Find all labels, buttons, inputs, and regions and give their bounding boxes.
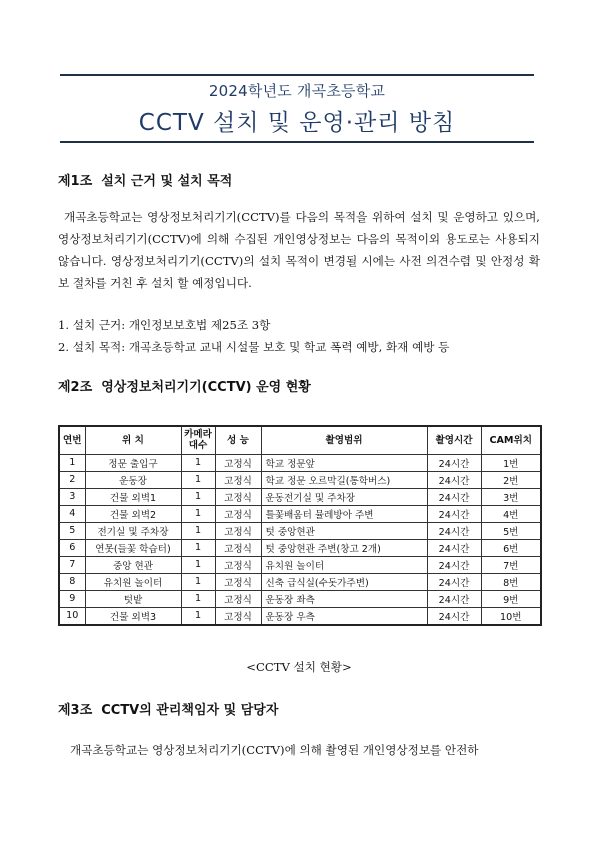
table-cell: 7번 [481,556,541,573]
column-header: 촬영범위 [261,426,427,454]
table-cell: 5 [59,522,85,539]
table-cell: 고정식 [215,607,261,625]
cctv-status-table [58,425,542,626]
table-cell: 1 [181,590,215,607]
table-row [59,573,541,590]
column-header: 위 치 [85,426,181,454]
table-cell: 10번 [481,607,541,625]
table-cell: 2 [59,471,85,488]
table-cell: 틀꽃배움터 뮬레방아 주변 [261,505,427,522]
table-cell: 7 [59,556,85,573]
table-cell: 9 [59,590,85,607]
table-cell: 1 [181,505,215,522]
table-cell: 1 [181,454,215,471]
table-row [59,522,541,539]
table-cell: 고정식 [215,505,261,522]
table-header-row [59,426,541,454]
table-row [59,539,541,556]
column-header: 성 능 [215,426,261,454]
table-cell: 중앙 현관 [85,556,181,573]
table-row [59,505,541,522]
table-cell: 고정식 [215,590,261,607]
table-cell: 8번 [481,573,541,590]
column-header: 연번 [59,426,85,454]
table-cell: 24시간 [427,556,481,573]
table-cell: 24시간 [427,590,481,607]
table-row [59,590,541,607]
article1-list [58,314,540,358]
table-cell: 신축 급식실(수돗가주변) [261,573,427,590]
table-body [59,454,541,625]
table-cell: 고정식 [215,539,261,556]
table-cell: 연못(들꽃 학습터) [85,539,181,556]
table-cell: 24시간 [427,573,481,590]
table-cell: 운동장 [85,471,181,488]
column-header: CAM위치 [481,426,541,454]
table-row [59,488,541,505]
table-cell: 24시간 [427,607,481,625]
table-cell: 전기실 및 주차장 [85,522,181,539]
bottom-rule [60,141,534,143]
table-cell: 4 [59,505,85,522]
table-cell: 고정식 [215,488,261,505]
table-cell: 텃 중앙현관 주변(창고 2개) [261,539,427,556]
table-cell: 2번 [481,471,541,488]
table-cell: 1 [181,522,215,539]
top-rule [60,74,534,76]
table-row [59,471,541,488]
table-cell: 9번 [481,590,541,607]
table-cell: 운동전기실 및 주차장 [261,488,427,505]
table-cell: 24시간 [427,522,481,539]
article2-heading: 제2조 영상정보처리기기(CCTV) 운영 현황 [58,380,311,395]
article1-heading: 제1조 설치 근거 및 설치 목적 [58,174,233,189]
table-cell: 고정식 [215,556,261,573]
table-cell: 고정식 [215,454,261,471]
table-cell: 고정식 [215,471,261,488]
table-cell: 1 [181,607,215,625]
table-cell: 24시간 [427,471,481,488]
table-cell: 운동장 우측 [261,607,427,625]
table-caption: <CCTV 설치 현황> [246,660,352,674]
table-cell: 1 [181,539,215,556]
table-cell: 24시간 [427,488,481,505]
list-item: 1. 설치 근거: 개인정보보호법 제25조 3항 [58,318,271,332]
table-cell: 1 [181,573,215,590]
table-cell: 정문 출입구 [85,454,181,471]
table-cell: 유치원 놀이터 [85,573,181,590]
table-cell: 1 [181,556,215,573]
table-cell: 건물 외벽1 [85,488,181,505]
table-cell: 5번 [481,522,541,539]
table-cell: 텃밭 [85,590,181,607]
column-header: 카메라 대수 [181,426,215,454]
document-title: CCTV 설치 및 운영·관리 방침 [138,110,456,136]
table-cell: 3번 [481,488,541,505]
table-cell: 4번 [481,505,541,522]
article3-heading: 제3조 CCTV의 관리책임자 및 담당자 [58,703,279,718]
table-cell: 건물 외벽3 [85,607,181,625]
table-cell: 학교 정문 오르막길(통학버스) [261,471,427,488]
table-cell: 24시간 [427,539,481,556]
column-header: 촬영시간 [427,426,481,454]
table-cell: 10 [59,607,85,625]
table-cell: 24시간 [427,505,481,522]
table-cell: 1 [181,488,215,505]
table-row [59,454,541,471]
table-cell: 고정식 [215,522,261,539]
table-cell: 운동장 좌측 [261,590,427,607]
table-cell: 고정식 [215,573,261,590]
table-cell: 1번 [481,454,541,471]
table-cell: 건물 외벽2 [85,505,181,522]
table-cell: 8 [59,573,85,590]
table-cell: 텃 중앙현관 [261,522,427,539]
table-cell: 1 [181,471,215,488]
table-cell: 24시간 [427,454,481,471]
table-cell: 6 [59,539,85,556]
article1-paragraph: 개곡초등학교는 영상정보처리기기(CCTV)를 다음의 목적을 위하여 설치 및 운영하고 있으며, 영상정보처리기기(CCTV)에 의해 수집된 개인영상정보는 다음의 목적이외 용도로는 사용되지 않습니다. 영상정보처리기기(CCTV)의 설치 목적이 변경될 시에는 사전 의견수렴 및 안정성 확보 절차를 거친 후 설치 할 예정입니다. [58,210,540,290]
document-subtitle: 2024학년도 개곡초등학교 [208,82,386,100]
table-cell: 6번 [481,539,541,556]
table-cell: 3 [59,488,85,505]
table-cell: 1 [59,454,85,471]
list-item: 2. 설치 목적: 개곡초등학교 교내 시설물 보호 및 학교 폭력 예방, 화재 예방 등 [58,340,450,354]
table-cell: 유치원 놀이터 [261,556,427,573]
table-row [59,556,541,573]
table-cell: 학교 정문앞 [261,454,427,471]
table-row [59,607,541,625]
article3-paragraph: 개곡초등학교는 영상정보처리기기(CCTV)에 의해 촬영된 개인영상정보를 안전하 [70,743,479,757]
